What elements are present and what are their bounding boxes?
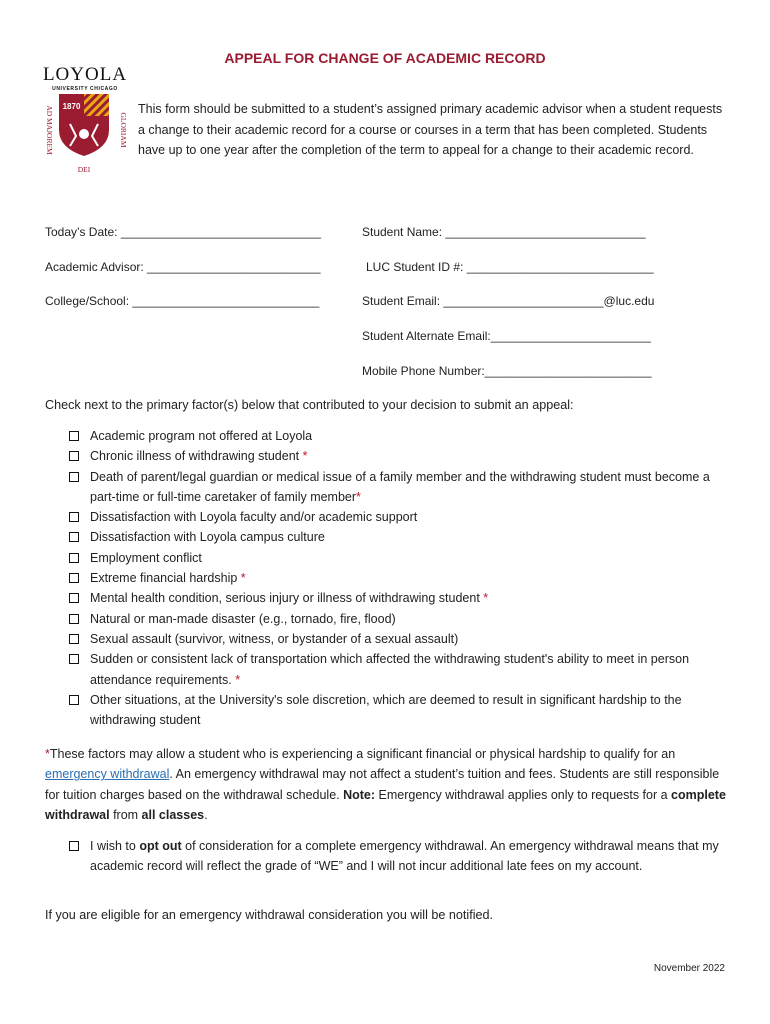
factor-item [68, 649, 728, 690]
factor-label: Extreme financial hardship [90, 571, 241, 586]
factor-checkbox[interactable] [69, 695, 79, 705]
factor-checkbox[interactable] [69, 431, 79, 441]
luc-student-id-field[interactable]: LUC Student ID #: ____________________________ [366, 260, 654, 274]
factor-item [68, 467, 728, 508]
factor-checkbox[interactable] [69, 654, 79, 664]
factor-item [68, 527, 728, 547]
factor-label: Sexual assault (survivor, witness, or bystander of a sexual assault) [90, 631, 459, 646]
student-name-field[interactable]: Student Name: ______________________________ [362, 225, 646, 239]
factor-checkbox[interactable] [69, 532, 79, 542]
factor-star: * [235, 672, 241, 687]
seal-motto-bottom: DEI [77, 165, 91, 174]
note-star: * [45, 747, 50, 761]
factor-checkbox[interactable] [69, 593, 79, 603]
opt-out-text-1: I wish to [90, 839, 140, 853]
factor-label: Academic program not offered at Loyola [90, 429, 313, 443]
opt-out-text-2: of consideration for a complete emergency withdrawal. An emergency withdrawal means that my academic record will reflect the grade of “WE” and I will not incur additional late fees on my account. [90, 839, 719, 874]
factor-checkbox[interactable] [69, 472, 79, 482]
factor-star: * [356, 489, 361, 504]
factor-item [68, 568, 728, 588]
factor-item [68, 609, 728, 629]
factor-item [68, 629, 728, 649]
factor-star: * [483, 591, 489, 606]
logo-wordmark: LOYOLA [42, 64, 128, 85]
factor-checkbox[interactable] [69, 512, 79, 522]
factor-label: Natural or man-made disaster (e.g., tornado, fire, flood) [90, 611, 396, 626]
mobile-phone-field[interactable]: Mobile Phone Number:_________________________ [362, 364, 652, 378]
note-text-5: . [204, 808, 208, 823]
loyola-logo [42, 64, 132, 189]
factor-checkbox[interactable] [69, 553, 79, 563]
note-text-1: These factors may allow a student who is experiencing a significant financial or physical hardship to qualify for an [49, 747, 676, 761]
factor-star: * [302, 449, 308, 464]
factors-checklist [68, 426, 728, 730]
factor-item [68, 588, 728, 608]
student-alternate-email-field[interactable]: Student Alternate Email:________________________ [362, 329, 651, 343]
university-seal-icon [40, 90, 130, 190]
factor-label: Chronic illness of withdrawing student [90, 449, 303, 464]
factor-label: Mental health condition, serious injury or illness of withdrawing student [90, 591, 484, 606]
todays-date-field[interactable]: Today’s Date: ______________________________ [45, 225, 322, 239]
factor-label: Dissatisfaction with Loyola faculty and/or academic support [90, 510, 418, 525]
note-text-4: from [109, 808, 142, 823]
seal-year: 1870 [62, 102, 81, 111]
note-label: Note: [343, 787, 376, 802]
academic-advisor-field[interactable]: Academic Advisor: __________________________ [45, 260, 321, 274]
student-email-field[interactable]: Student Email: ________________________@luc.edu [362, 294, 655, 308]
factor-checkbox[interactable] [69, 451, 79, 461]
factor-item [68, 446, 728, 466]
note-text-2: . An emergency withdrawal may not affect a student’s tuition and fees. Students are still responsible for tuition charges based on the withdrawal schedule. [45, 767, 720, 802]
factor-label: Other situations, at the University's sole discretion, which are deemed to result in significant hardship to the withdrawing student [90, 692, 682, 728]
factor-label: Dissatisfaction with Loyola campus culture [90, 530, 325, 545]
opt-out-checkbox[interactable] [69, 841, 79, 851]
logo-subtitle: UNIVERSITY CHICAGO [52, 86, 118, 92]
factor-item [68, 426, 728, 446]
footer-date: November 2022 [653, 963, 725, 974]
factor-star: * [240, 571, 246, 586]
eligibility-notice: If you are eligible for an emergency withdrawal consideration you will be notified. [45, 908, 494, 922]
note-text-3: Emergency withdrawal applies only to requests for a [375, 787, 672, 802]
factor-label: Sudden or consistent lack of transportation which affected the withdrawing student's ability to meet in person attendance requirements. [90, 652, 690, 687]
page-title: APPEAL FOR CHANGE OF ACADEMIC RECORD [224, 50, 546, 66]
factor-item [68, 548, 728, 568]
seal-motto-right: GLORIAM [119, 112, 128, 148]
emergency-withdrawal-link[interactable]: emergency withdrawal [45, 767, 170, 782]
opt-out-option [68, 836, 740, 877]
factor-item [68, 507, 728, 527]
college-school-field[interactable]: College/School: ____________________________ [45, 294, 320, 308]
factor-label: Death of parent/legal guardian or medical issue of a family member and the withdrawing student must become a part-time or full-time caretaker of family member [90, 469, 710, 504]
emergency-withdrawal-note [45, 744, 735, 826]
seal-motto-left: AD MAJOREM [45, 105, 54, 155]
factor-label: Employment conflict [90, 550, 202, 565]
note-bold-complete-withdrawal: complete withdrawal [45, 787, 726, 823]
opt-out-bold: opt out [139, 839, 182, 853]
note-bold-all-classes: all classes [141, 808, 205, 823]
factor-checkbox[interactable] [69, 614, 79, 624]
factor-item [68, 690, 728, 731]
factor-checkbox[interactable] [69, 573, 79, 583]
factor-checkbox[interactable] [69, 634, 79, 644]
intro-paragraph: This form should be submitted to a student’s assigned primary academic advisor when a student requests a change to their academic record for a course or courses in a term that has been completed. Students have up to one year after the completion of the term to appeal for a change to their academic record. [138, 102, 723, 157]
factors-prompt: Check next to the primary factor(s) below that contributed to your decision to submit an appeal: [45, 398, 574, 412]
